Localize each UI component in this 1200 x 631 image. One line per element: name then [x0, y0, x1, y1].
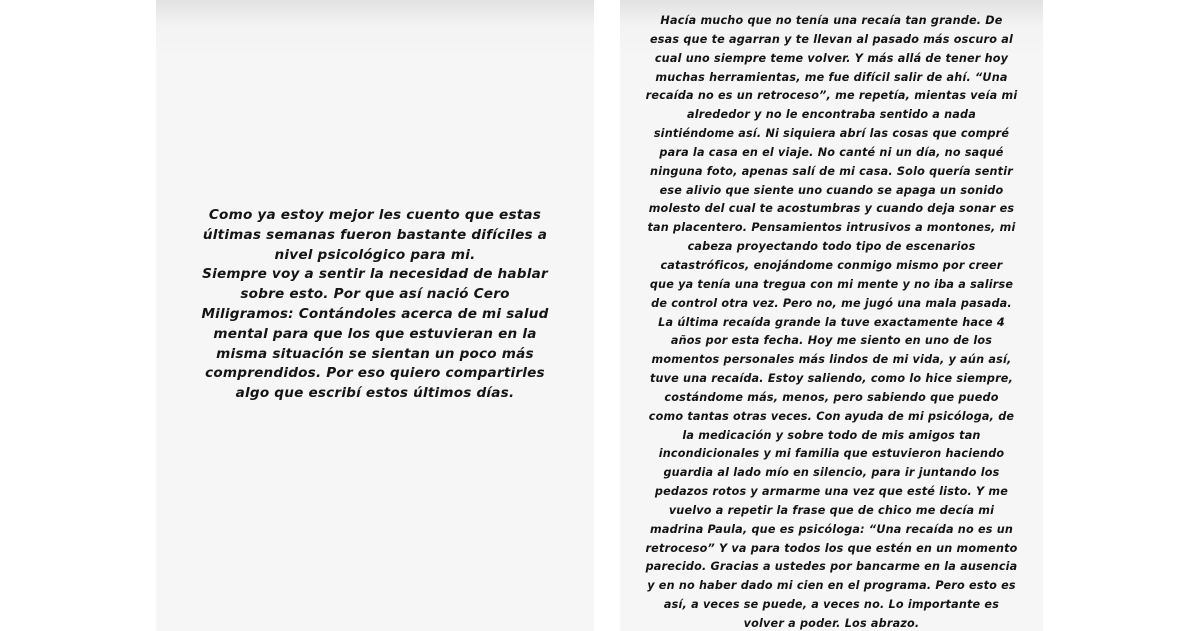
left-margin — [0, 0, 156, 631]
story-panel-left — [156, 0, 594, 631]
panel-divider — [594, 0, 620, 631]
story-text-right: Hacía mucho que no tenía una recaía tan grande. De esas que te agarran y te llevan al pasado más oscuro al cual uno siempre teme volver. Y más allá de tener hoy muchas herramientas, me fue difícil salir de ahí. “Una recaída no es un retroceso”, me repetía, mientas veía mi alrededor y no le encontraba sentido a nada sintiéndome así. Ni siquiera abrí las cosas que compré para la casa en el viaje. No canté ni un día, no saqué ninguna foto, apenas salí de mi casa. Solo quería sentir ese alivio que siente uno cuando se apaga un sonido molesto del cual te acostumbras y cuando deja sonar es tan placentero. Pensamientos intrusivos a montones, mi cabeza proyectando todo tipo de escenarios catastróficos, enojándome conmigo mismo por creer que ya tenía una tregua con mi mente y no iba a salirse de control otra vez. Pero no, me jugó una mala pasada. La última recaída grande la tuve exactamente hace 4 años por esta fecha. Hoy me siento en uno de los momentos personales más lindos de mi vida, y aún así, tuve una recaída. Estoy saliendo, como lo hice siempre, costándome más, menos, pero sabiendo que puedo como tantas otras veces. Con ayuda de mi psicóloga, de la medicación y sobre todo de mis amigos tan incondicionales y mi familia que estuvieron haciendo guardia al lado mío en silencio, para ir juntando los pedazos rotos y armarme una vez que esté listo. Y me vuelvo a repetir la frase que de chico me decía mi madrina Paula, que es psicóloga: “Una recaída no es un retroceso” Y va para todos los que estén en un momento parecido. Gracias a ustedes por bancarme en la ausencia y en no haber dado mi cien en el programa. Pero esto es así, a veces se puede, a veces no. Lo importante es volver a poder. Los abrazo. — [645, 14, 1018, 630]
right-margin — [1043, 0, 1200, 631]
story-text-left: Como ya estoy mejor les cuento que estas últimas semanas fueron bastante difíciles a nivel psicológico para mi. Siempre voy a sentir la necesidad de hablar sobre esto. Por que así nació Cero Miligramos: Contándoles acerca de mi salud mental para que los que estuvieran en la misma situación se sientan un poco más comprendidos. Por eso quiero compartirles algo que escribí estos últimos días. — [201, 207, 549, 402]
story-panel-right — [620, 0, 1043, 631]
